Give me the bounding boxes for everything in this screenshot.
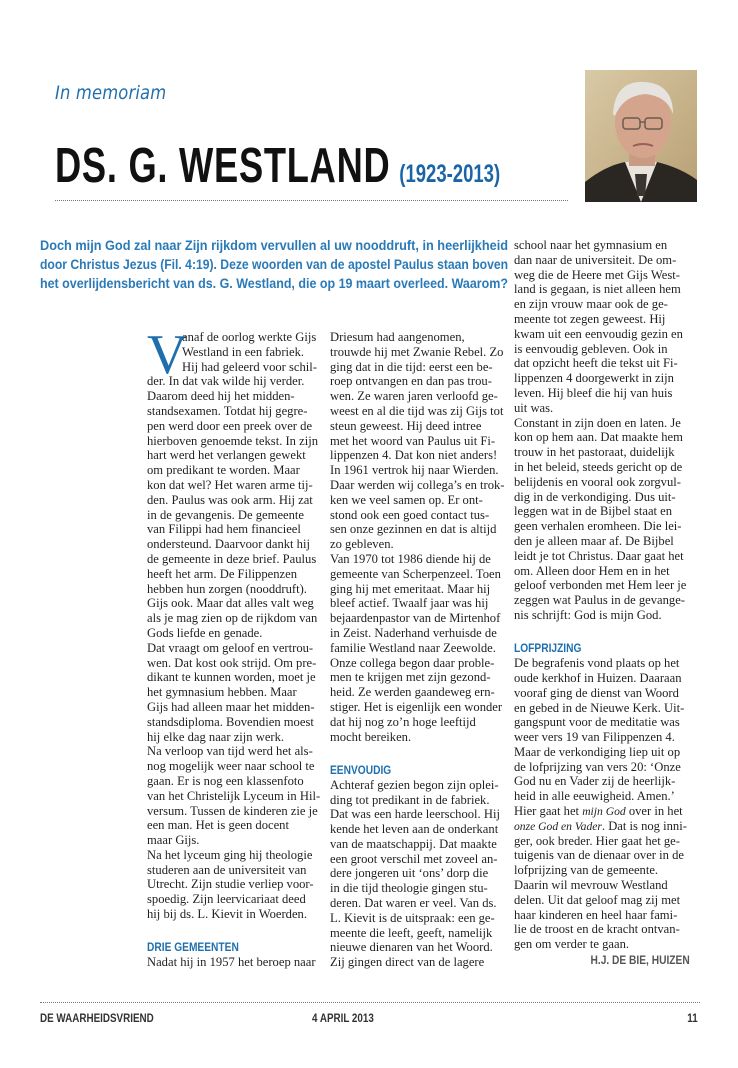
body-text-line: [147, 404, 323, 419]
body-text-line: [514, 253, 690, 268]
body-text: Zij gingen direct van de lagere: [330, 955, 485, 970]
body-text: tuigenis van de dienaar over in de: [514, 848, 684, 863]
body-text-line: [330, 493, 506, 508]
body-text: Driesum had aangenomen,: [330, 330, 465, 344]
intro-lead: [40, 236, 508, 293]
body-text: van het Christelijk Lyceum in Hil-: [147, 788, 321, 803]
body-text-line: [514, 922, 690, 937]
author-signature-text: H.J. DE BIE, HUIZEN: [590, 953, 690, 968]
body-text-line: [514, 774, 690, 789]
body-text-line: [330, 374, 506, 389]
body-text: versum. Tussen de kinderen zie je: [147, 803, 318, 818]
body-text-line: [514, 386, 690, 401]
body-text-line: [147, 877, 323, 892]
body-text: hierboven genoemde tekst. In zijn: [147, 433, 319, 448]
body-text: den je alleen maar af. De Bijbel: [514, 533, 674, 548]
body-text: meente die leeft, geeft, namelijk: [330, 925, 493, 940]
body-text-line: [147, 419, 323, 434]
body-text: vooraf ging de dienst van Woord: [514, 685, 679, 700]
body-text-segment: Hier gaat het: [514, 804, 583, 819]
body-text: weer vers 19 van Filippenzen 4.: [514, 730, 675, 745]
body-text: der. In dat vak wilde hij verder.: [147, 374, 305, 389]
body-text-line: [147, 656, 323, 671]
body-text-line: [147, 448, 323, 463]
body-text: Van 1970 tot 1986 diende hij de: [330, 551, 491, 566]
body-text: Daar werden wij collega’s en trok-: [330, 477, 505, 492]
body-text-segment: over in het: [625, 804, 683, 819]
body-text: Gijs had alleen maar het midden-: [147, 699, 315, 714]
body-text-line: [147, 818, 323, 833]
intro-line: het overlijdensbericht van ds. G. Westland, die op 19 maart overleed. Waarom?: [40, 276, 508, 291]
body-text-line: [514, 519, 690, 534]
body-text-line: [514, 834, 690, 849]
body-text: oude kerkhof in Huizen. Daaraan: [514, 670, 682, 685]
body-text: dig in de verkondiging. Dus uit-: [514, 489, 676, 504]
body-text-line: [514, 460, 690, 475]
section-kicker: In memoriam: [55, 82, 167, 104]
body-text-line: [514, 848, 690, 863]
body-text: een man. Het is geen docent: [147, 818, 289, 833]
body-text-line: [514, 401, 690, 416]
body-text-line: [147, 596, 323, 611]
body-text: Gods liefde en genade.: [147, 625, 263, 640]
body-text-line: [147, 892, 323, 907]
body-text: meente tot zegen geweest. Hij: [514, 311, 666, 326]
body-text-line: [330, 730, 506, 745]
body-text: Achteraf gezien begon zijn oplei-: [330, 777, 499, 792]
body-text-line: [330, 345, 506, 360]
body-text-line: [330, 955, 506, 970]
body-text-line: [330, 567, 506, 582]
body-text: weg die de Heere met Gijs West-: [514, 267, 680, 282]
body-text-line: [514, 701, 690, 716]
body-text: hij elke dag naar zijn werk.: [147, 729, 285, 744]
body-text-line: [330, 641, 506, 656]
body-text: Onze collega begon daar proble-: [330, 655, 495, 670]
body-text: leidt je tot Christus. Daar gaat het: [514, 548, 684, 563]
body-text-line: [330, 508, 506, 523]
body-text: zeggen wat Paulus in de gevange-: [514, 593, 686, 608]
footer-publication-text: DE WAARHEIDSVRIEND: [40, 1011, 154, 1025]
body-text-line: [330, 926, 506, 941]
body-text-line: [514, 564, 690, 579]
body-text-line: [147, 478, 323, 493]
body-text: school naar het gymnasium en: [514, 238, 668, 252]
body-text-line: [147, 774, 323, 789]
body-text: Na verloop van tijd werd het als-: [147, 744, 313, 759]
body-text: hebben hun zorgen (nooddruft).: [147, 581, 307, 596]
body-text: Constant in zijn doen en laten. Je: [514, 415, 681, 430]
body-text: studeren aan de universiteit van: [147, 862, 307, 877]
body-text: deren. Dat waren er veel. Van ds.: [330, 896, 497, 911]
body-text-line: [514, 715, 690, 730]
body-text-line: [147, 567, 323, 582]
body-text: in het beleid, steeds gericht op de: [514, 459, 683, 474]
body-text: kwam uit een eenvoudig gezin en: [514, 326, 683, 341]
body-text: Daarin wil mevrouw Westland: [514, 878, 668, 893]
body-text: heeft het arm. De Filippenzen: [147, 566, 298, 581]
body-text: bleef actief. Twaalf jaar was hij: [330, 596, 489, 611]
body-text: in Zeist. Naderhand verhuisde de: [330, 625, 497, 640]
body-text: om. Alleen door Hem en in het: [514, 563, 670, 578]
body-text: hart werd het verlangen gewekt: [147, 448, 306, 463]
body-text-line: [330, 700, 506, 715]
body-text-line: [514, 475, 690, 490]
body-text-line: [514, 282, 690, 297]
body-text: den. Paulus was ook arm. Hij zat: [147, 492, 313, 507]
body-text: Hij had geleerd voor schil-: [182, 359, 317, 374]
body-text: Dat was een harde leerschool. Hij: [330, 807, 500, 822]
body-text: ken we veel samen op. Er ont-: [330, 492, 483, 507]
body-text-line: [330, 822, 506, 837]
body-text-line: [147, 641, 323, 656]
body-text: zo gebleven.: [330, 537, 394, 552]
body-text-line: [147, 685, 323, 700]
body-text-line: [330, 807, 506, 822]
body-text-line: [330, 685, 506, 700]
body-text: gen om verder te gaan.: [514, 937, 630, 952]
body-text-line: [147, 789, 323, 804]
body-text: Gijs ook. Maar dat alles valt weg: [147, 596, 314, 611]
body-text: standsexamen. Totdat hij gegre-: [147, 403, 308, 418]
body-text-line: [330, 552, 506, 567]
body-text-line: [330, 596, 506, 611]
section-heading: [514, 640, 664, 656]
body-text: dere jongeren uit ‘ons’ dorp die: [330, 866, 489, 881]
body-text-line: [330, 866, 506, 881]
body-text-line: [514, 760, 690, 775]
body-text-line: [147, 955, 323, 970]
body-text: nieuwe dienaren van het Woord.: [330, 940, 493, 955]
body-text: trouw in het pastoraat, duidelijk: [514, 445, 675, 460]
title-name: DS. G. WESTLAND: [55, 139, 391, 193]
body-text: mocht bereiken.: [330, 729, 412, 744]
body-text: leven. Hij bleef die hij van huis: [514, 385, 673, 400]
body-text-line: [514, 893, 690, 908]
article-column-3: [514, 238, 690, 968]
body-text: L. Kievit is de uitspraak: een ge-: [330, 910, 495, 925]
body-text-line: [330, 656, 506, 671]
body-text: kon op hem aan. Dat maakte hem: [514, 430, 683, 445]
section-heading-text: DRIE GEMEENTEN: [147, 940, 239, 955]
body-text: en gebed in de Nieuwe Kerk. Uit-: [514, 700, 685, 715]
body-text-line: [330, 582, 506, 597]
body-text: de gemeente in deze brief. Paulus: [147, 551, 317, 566]
body-text-line: [147, 863, 323, 878]
body-text: dikant te kunnen worden, moet je: [147, 670, 316, 685]
body-text: geloof verbonden met Hem leer je: [514, 578, 687, 593]
body-text: spoedig. Zijn leervicariaat deed: [147, 892, 306, 907]
footer-divider: [40, 1002, 700, 1003]
body-text: haar kinderen en heel haar fami-: [514, 907, 678, 922]
body-text-line: [514, 789, 690, 804]
body-text: met het woord van Paulus uit Fi-: [330, 433, 496, 448]
body-text: heid in alle eeuwigheid. Amen.’: [514, 789, 675, 804]
body-text-line: [330, 896, 506, 911]
body-text-line: [514, 608, 690, 623]
body-text: uit was.: [514, 400, 554, 415]
body-text-line: [330, 940, 506, 955]
body-text: land is gegaan, is niet alleen hem: [514, 282, 681, 297]
body-text-line: [147, 670, 323, 685]
body-text-line: [330, 852, 506, 867]
body-text: van de maatschappij. Dat maakte: [330, 836, 497, 851]
body-text: ging dat in die tijd: eerst een be-: [330, 359, 493, 374]
body-text-line: [330, 537, 506, 552]
body-text-line: [330, 434, 506, 449]
body-text: gaan. Er is nog een klassenfoto: [147, 773, 304, 788]
body-text-line: [147, 508, 323, 523]
body-text-line: [514, 745, 690, 760]
body-text: in de gevangenis. De gemeente: [147, 507, 305, 522]
article-column-1: [147, 324, 323, 970]
body-text: geen verhalen eromheen. Die lei-: [514, 519, 682, 534]
body-text-line: [330, 611, 506, 626]
body-text: heid. Ze werden gaandeweg ern-: [330, 685, 495, 700]
body-text: steun geweest. Hij deed intree: [330, 418, 482, 433]
body-text-line: [514, 549, 690, 564]
body-text: ding tot predikant in de fabriek.: [330, 792, 490, 807]
body-text-line: [330, 404, 506, 419]
body-text: in die tijd theologie gingen stu-: [330, 881, 488, 896]
body-text-line: [147, 552, 323, 567]
section-heading-text: EENVOUDIG: [330, 762, 392, 777]
body-text-segment: . Dat is nog inni-: [601, 818, 687, 833]
body-text-line: [514, 686, 690, 701]
body-text: dan naar de universiteit. De om-: [514, 252, 677, 267]
body-text-line: [514, 937, 690, 952]
body-text-line: [330, 360, 506, 375]
body-text: kende het leven aan de onderkant: [330, 822, 499, 837]
body-text-line: [514, 342, 690, 357]
body-text-line: [514, 430, 690, 445]
body-text-line: [330, 911, 506, 926]
body-text: familie Westland naar Zeewolde.: [330, 640, 496, 655]
body-text: Utrecht. Zijn studie verliep voor-: [147, 877, 314, 892]
body-text-line: [514, 656, 690, 671]
body-text: gangspunt voor de meditatie was: [514, 715, 680, 730]
body-text: wen. Ze waren jaren verloofd ge-: [330, 389, 498, 404]
body-text: als je mag zien op de rijkdom van: [147, 611, 318, 626]
section-heading: [147, 939, 297, 955]
body-text-line: [147, 907, 323, 922]
body-text: bejaardenpastor van de Mirtenhof: [330, 611, 501, 626]
body-text-line: [330, 522, 506, 537]
body-text: De begrafenis vond plaats op het: [514, 656, 680, 671]
body-text: Maar de verkondiging liep uit op: [514, 744, 681, 759]
body-text-line: [147, 626, 323, 641]
body-text: leggen wat in de Bijbel staat en: [514, 504, 673, 519]
body-text: sen onze gezinnen en dat is altijd: [330, 522, 497, 537]
body-text: Nadat hij in 1957 het beroep naar: [147, 955, 316, 970]
body-text-line: [147, 374, 323, 389]
body-text-line: [330, 715, 506, 730]
body-text: een groot verschil met zoveel an-: [330, 851, 498, 866]
body-text-line: [514, 416, 690, 431]
body-text-line: [147, 522, 323, 537]
body-text: anaf de oorlog werkte Gijs: [182, 330, 317, 344]
body-text-line: [147, 833, 323, 848]
body-text: en zijn vrouw maar ook de ge-: [514, 297, 668, 312]
body-text-line: [330, 330, 506, 345]
body-text: nis schrijft: God is mijn God.: [514, 607, 662, 622]
body-text-line: [147, 700, 323, 715]
footer-publication: [40, 1011, 179, 1025]
body-text: weest en al die tijd was zij Gijs tot: [330, 403, 504, 418]
body-text-line: [514, 371, 690, 386]
body-text: [514, 804, 683, 820]
page-title: [55, 138, 500, 194]
body-text-line: [514, 671, 690, 686]
body-text-line: [514, 327, 690, 342]
body-text-line: [514, 730, 690, 745]
body-text: lippenzen 4 doorgewerkt in zijn: [514, 371, 674, 386]
body-text-line: [147, 434, 323, 449]
body-text: delen. Uit dat geloof mag zij met: [514, 892, 681, 907]
intro-line: Doch mijn God zal naar Zijn rijkdom vervullen al uw nooddruft, in heerlijkheid: [40, 238, 509, 253]
body-text: van Filippi had hem financieel: [147, 522, 301, 537]
section-heading: [330, 762, 480, 778]
body-text-line: [514, 878, 690, 893]
body-text: kon dat wel? Het waren arme tij-: [147, 477, 313, 492]
body-text-line: [330, 389, 506, 404]
body-text: Westland in een fabriek.: [182, 344, 305, 359]
body-text: het gymnasium hebben. Maar: [147, 685, 297, 700]
body-text: de lofprijzing van vers 20: ‘Onze: [514, 759, 681, 774]
body-text: nog mogelijk weer naar school te: [147, 759, 315, 774]
article-column-2: [330, 330, 506, 970]
body-text-line: [514, 490, 690, 505]
body-text-line: [147, 730, 323, 745]
body-text-line: [147, 389, 323, 404]
body-text-line: [330, 837, 506, 852]
body-text: [514, 819, 687, 835]
body-text-line: [330, 670, 506, 685]
body-text: lie de troost en de kracht ontvan-: [514, 922, 680, 937]
body-text: standsdiploma. Bovendien moest: [147, 714, 314, 729]
body-text: stond ook een goed contact tus-: [330, 507, 490, 522]
body-text: dat hij nog zo’n hoge leeftijd: [330, 714, 476, 729]
body-text-line: [514, 297, 690, 312]
body-text-line: [147, 804, 323, 819]
body-text-line: [330, 448, 506, 463]
body-text-line: [147, 759, 323, 774]
body-text: Daarom deed hij het midden-: [147, 389, 295, 404]
body-text: hij bij ds. L. Kievit in Woerden.: [147, 907, 308, 922]
header-divider: [55, 200, 568, 201]
body-text-line: [330, 626, 506, 641]
body-text-line: [330, 778, 506, 793]
body-text-line: [514, 238, 690, 253]
body-text-line: [514, 268, 690, 283]
title-years: (1923-2013): [399, 160, 501, 188]
body-text-line: [514, 504, 690, 519]
body-text-line: [330, 793, 506, 808]
body-text: lippenzen 4. Dat kon niet anders!: [330, 448, 498, 463]
body-text: lofprijzing van de gemeente.: [514, 863, 659, 878]
body-text: ging hij met emeritaat. Maar hij: [330, 581, 491, 596]
body-text: roep ontvangen en dan pas trou-: [330, 374, 492, 389]
body-text: maar Gijs.: [147, 833, 200, 848]
body-text-line: [147, 611, 323, 626]
body-text: gemeente van Scherpenzeel. Toen: [330, 566, 501, 581]
body-text-line: [330, 478, 506, 493]
body-text: ondersteund. Daarvoor dankt hij: [147, 537, 310, 552]
body-text-line: [514, 312, 690, 327]
body-text: In 1961 vertrok hij naar Wierden.: [330, 463, 499, 478]
portrait-photo: [585, 70, 697, 202]
body-text-line: [147, 463, 323, 478]
body-text-line: [147, 848, 323, 863]
body-text-line: [514, 593, 690, 608]
italic-quote: mijn God: [582, 805, 626, 819]
footer-date-text: 4 APRIL 2013: [312, 1011, 374, 1025]
body-text: trouwde hij met Zwanie Rebel. Zo: [330, 344, 504, 359]
body-text-line: [147, 744, 323, 759]
body-text: Dat vraagt om geloof en vertrou-: [147, 640, 314, 655]
body-text: God nu en Vader zij de heerlijk-: [514, 774, 676, 789]
body-text-line: [330, 419, 506, 434]
section-heading-text: LOFPRIJZING: [514, 641, 582, 656]
body-text-line: [514, 863, 690, 878]
author-signature: [514, 952, 690, 968]
body-text-line: [514, 804, 690, 819]
body-text: pen werd door een preek over de: [147, 418, 313, 433]
body-text-line: [147, 715, 323, 730]
body-text-line: [330, 881, 506, 896]
body-text: stiger. Het is eigenlijk een wonder: [330, 699, 503, 714]
body-text: Na het lyceum ging hij theologie: [147, 847, 313, 862]
footer-page-number: [685, 1011, 698, 1025]
body-text: ger, ook breder. Hier gaat het ge-: [514, 833, 680, 848]
drop-cap: V: [147, 324, 188, 386]
body-text-line: [147, 493, 323, 508]
body-text-line: [330, 463, 506, 478]
footer-page-text: 11: [687, 1011, 698, 1025]
body-text: men te krijgen met zijn gezond-: [330, 670, 491, 685]
intro-line: door Christus Jezus (Fil. 4:19). Deze woorden van de apostel Paulus staan boven: [40, 257, 509, 272]
body-text-line: [514, 356, 690, 371]
body-text: om predikant te worden. Maar: [147, 463, 300, 478]
body-text-line: [147, 537, 323, 552]
footer-date: [312, 1011, 387, 1025]
body-text-line: [514, 908, 690, 923]
body-text-line: [514, 445, 690, 460]
body-text-line: [514, 819, 690, 834]
body-text: is eenvoudig gebleven. Ook in: [514, 341, 668, 356]
body-text: wen. Dat kost ook strijd. Om pre-: [147, 655, 317, 670]
body-text: belijdenis en vooral ook zorgvul-: [514, 474, 681, 489]
body-text-line: [514, 578, 690, 593]
body-text-line: [147, 582, 323, 597]
italic-quote: onze God en Vader: [514, 819, 602, 833]
body-text-line: [514, 534, 690, 549]
body-text: dat opzicht heeft die tekst uit Fi-: [514, 356, 678, 371]
